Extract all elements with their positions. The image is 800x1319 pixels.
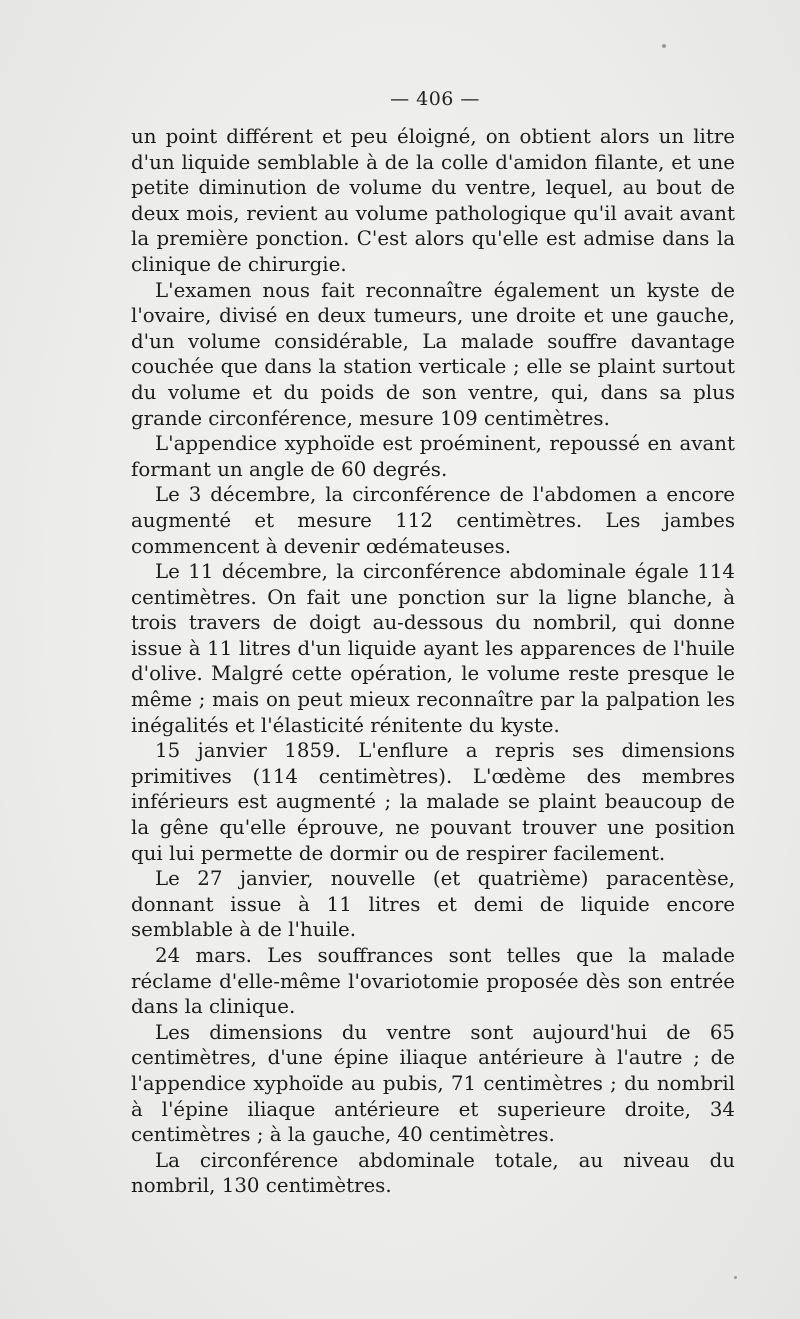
paragraph: Le 11 décembre, la circonférence abdominale égale 114 centimètres. On fait une ponction sur la ligne blanche, à trois travers de doigt au-dessous du nombril, qui donne issue à 11 litres d'un liquide ayant les apparences de l'huile d'olive. Malgré cette opération, le volume reste presque le même ; mais on peut mieux reconnaître par la palpation les inégalités et l'élasticité rénitente du kyste. [131,560,735,737]
paragraph: Le 3 décembre, la circonférence de l'abdomen a encore augmenté et mesure 112 centimètres. Les jambes commencent à devenir œdémateuses. [131,483,735,558]
paragraph: 15 janvier 1859. L'enflure a repris ses dimensions primitives (114 centimètres). L'œdème des membres inférieurs est augmenté ; la malade se plaint beaucoup de la gêne qu'elle éprouve, ne pouvant trouver une position qui lui permette de dormir ou de respirer facilement. [131,739,735,865]
paragraph: 24 mars. Les souffrances sont telles que la malade réclame d'elle-même l'ovariotomie proposée dès son entrée dans la clinique. [131,944,735,1019]
page-number-header: — 406 — [390,88,480,110]
paragraph: Le 27 janvier, nouvelle (et quatrième) paracentèse, donnant issue à 11 litres et demi de liquide encore semblable à de l'huile. [131,867,735,942]
body-text [131,124,735,1199]
paragraph: Les dimensions du ventre sont aujourd'hui de 65 centimètres, d'une épine iliaque antérieure à l'autre ; de l'appendice xyphoïde au pubis, 71 centimètres ; du nombril à l'épine iliaque antérieure et superieure droite, 34 centimètres ; à la gauche, 40 centimètres. [131,1020,735,1147]
paper-speck [734,1276,737,1279]
paragraph: La circonférence abdominale totale, au niveau du nombril, 130 centimètres. [131,1148,735,1198]
paragraph: un point différent et peu éloigné, on obtient alors un litre d'un liquide semblable à de la colle d'amidon filante, et une petite diminution de volume du ventre, lequel, au bout de deux mois, revient au volume pathologique qu'il avait avant la première ponction. C'est alors qu'elle est admise dans la clinique de chirurgie. [131,125,735,276]
paper-speck [662,44,666,48]
paragraph: L'appendice xyphoïde est proéminent, repoussé en avant formant un angle de 60 degrés. [131,432,735,481]
paragraph: L'examen nous fait reconnaître également un kyste de l'ovaire, divisé en deux tumeurs, une droite et une gauche, d'un volume considérable, La malade souffre davantage couchée que dans la station verticale ; elle se plaint surtout du volume et du poids de son ventre, qui, dans sa plus grande circonférence, mesure 109 centimètres. [131,278,735,430]
